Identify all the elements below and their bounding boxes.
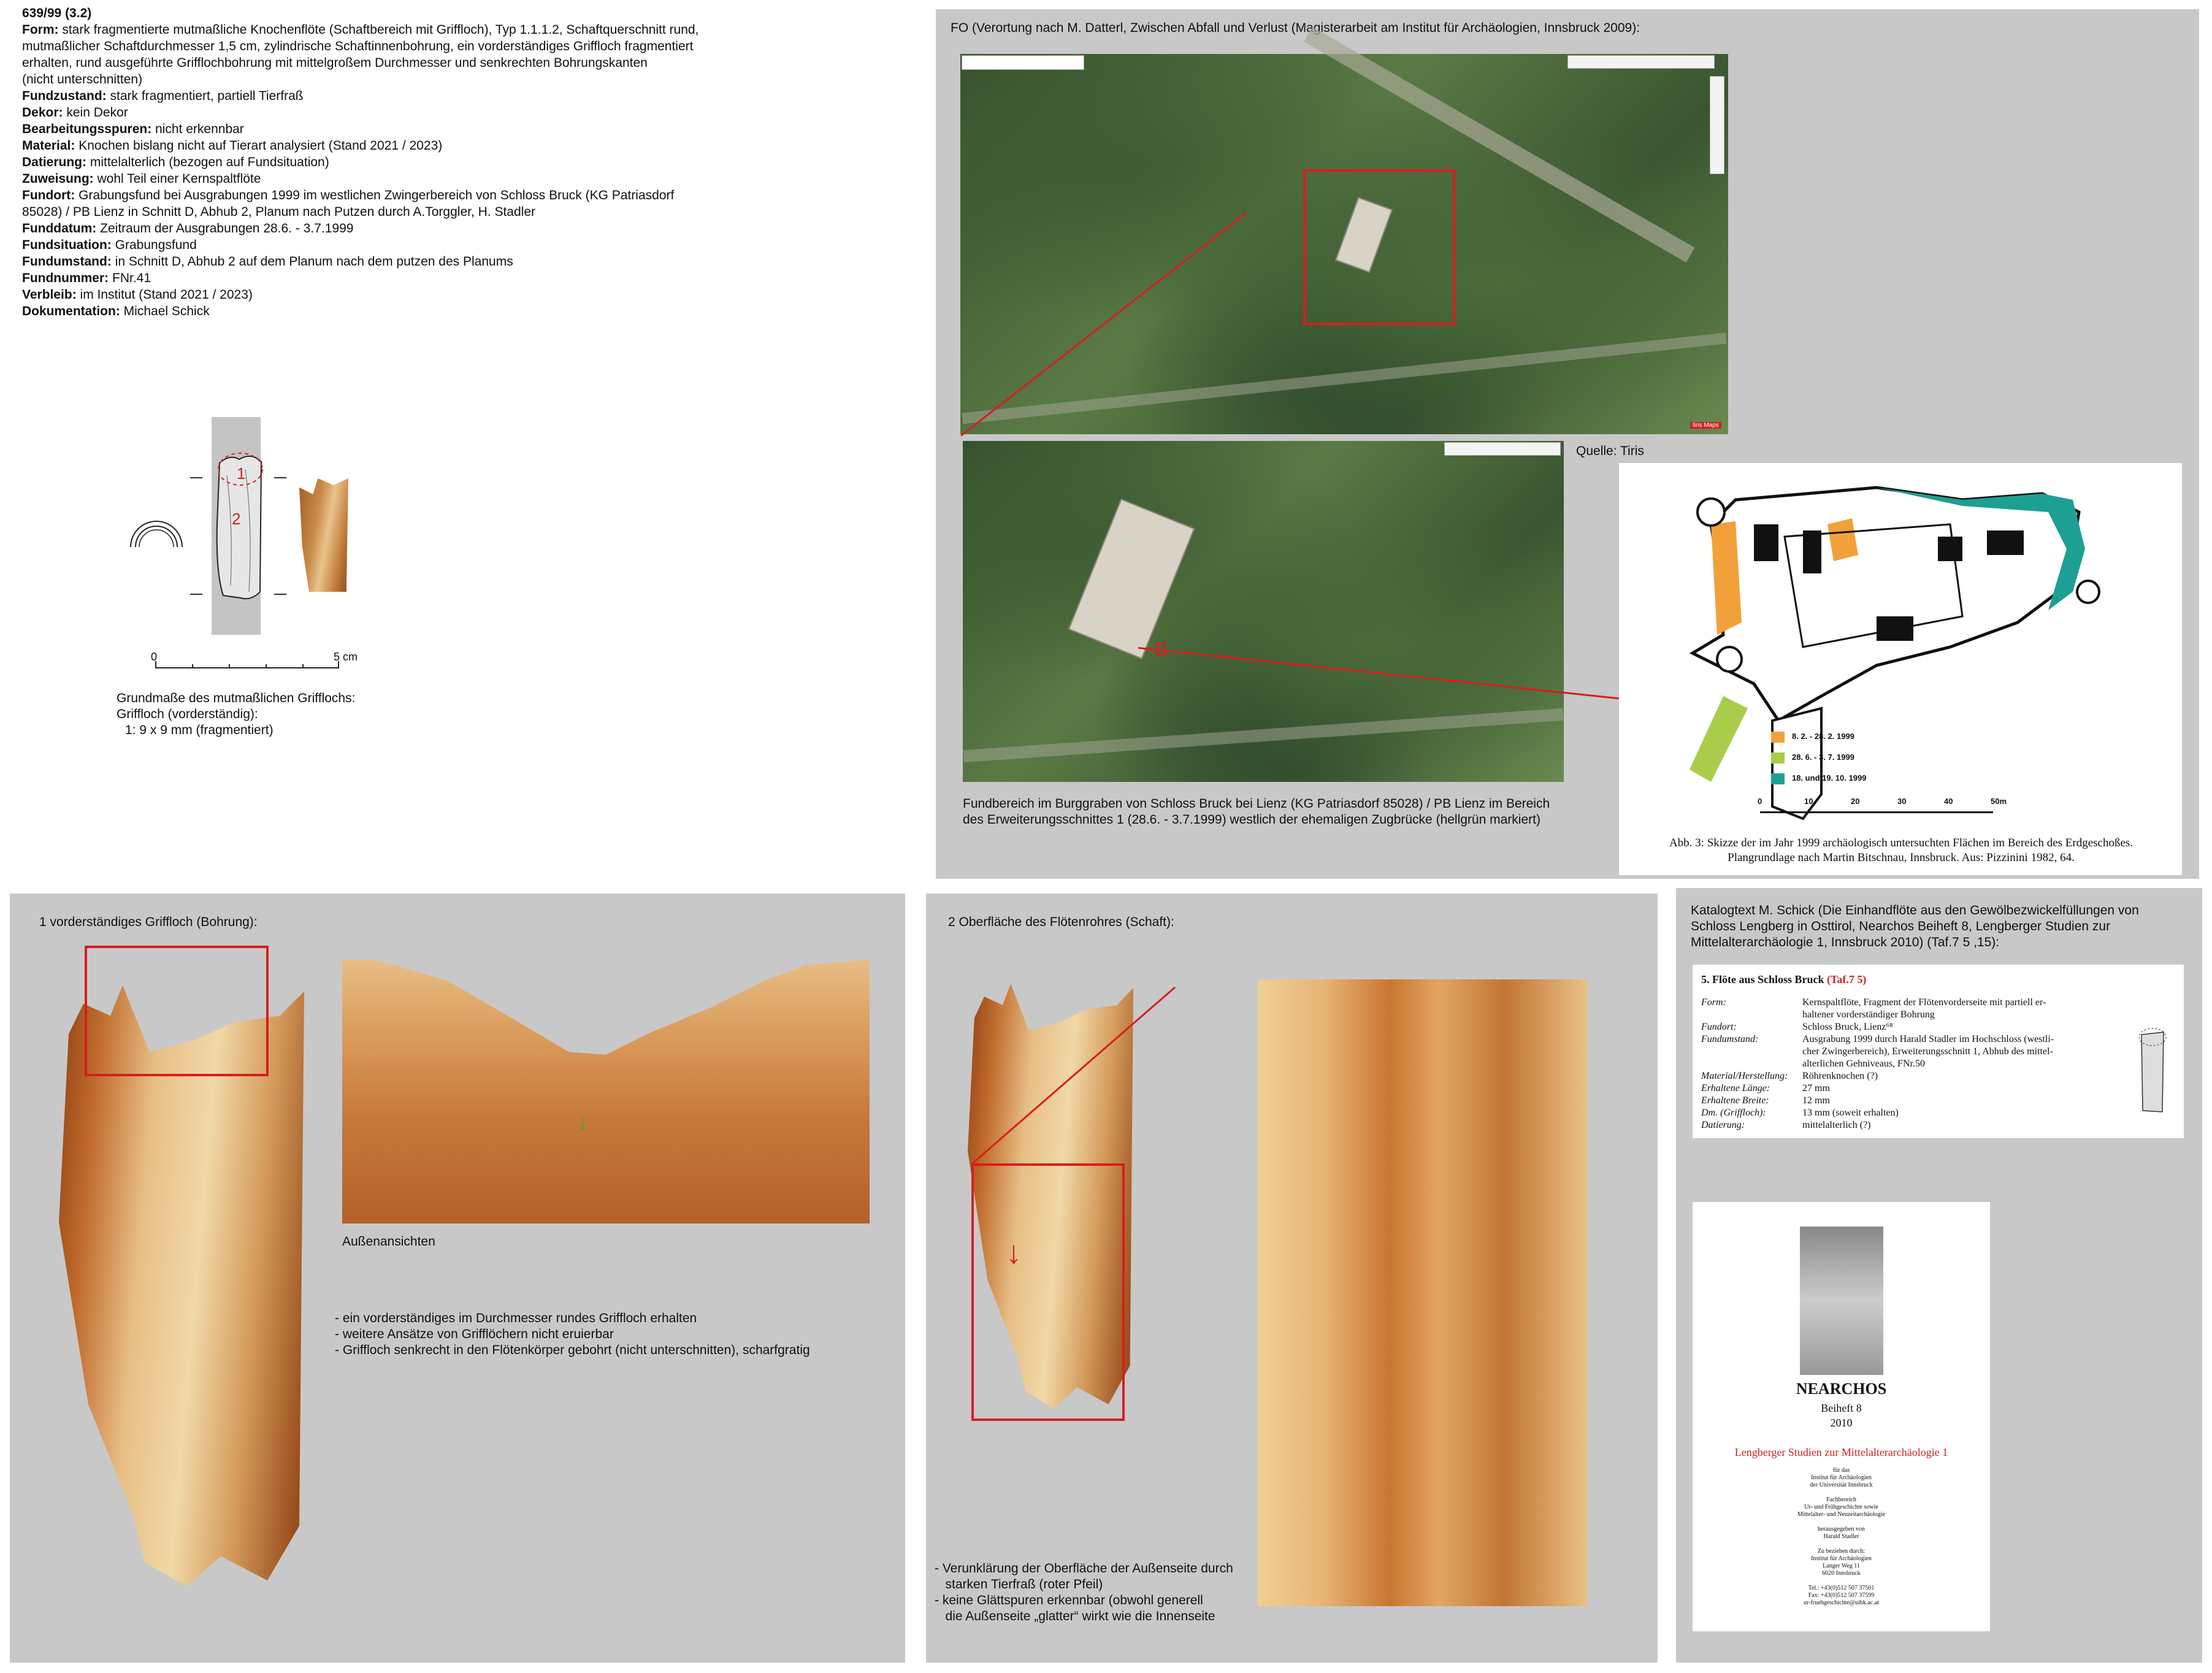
entry-value [1802, 1095, 1830, 1107]
field-label: Dokumentation: [22, 304, 120, 318]
entry-field [1701, 997, 2094, 1021]
field-value: stark fragmentiert, partiell Tierfraß [110, 89, 304, 103]
legend-swatch [1771, 773, 1785, 784]
aerial-map-overview[interactable] [960, 54, 1728, 434]
fo-title: FO (Verortung nach M. Datterl, Zwischen Abfall und Verlust (Magisterarbeit am Institut für Archäologien, Innsbruck 2009): [951, 21, 1640, 35]
dash [190, 594, 202, 595]
plan-scale-label: 10 [1804, 797, 1813, 806]
entry-value [1802, 1033, 2054, 1070]
field-value: im Institut (Stand 2021 / 2023) [80, 288, 253, 302]
plan-scale-label: 0 [1758, 797, 1762, 806]
catalog-field [22, 220, 832, 237]
catalog-field [22, 187, 832, 204]
catalog-field [22, 55, 832, 71]
field-label: Fundumstand: [22, 255, 112, 269]
field-value: nicht erkennbar [155, 122, 244, 136]
bone-closeup-hole [342, 960, 870, 1223]
bone-closeup-surface [1258, 979, 1587, 1606]
plan-scale-label: 30 [1897, 797, 1907, 806]
flute-thumbnail [2134, 1026, 2171, 1118]
field-label: Verbleib: [22, 288, 77, 302]
title-line: Katalogtext M. Schick (Die Einhandflöte aus den Gewölbezwickelfüllungen von [1691, 903, 2139, 917]
catalog-field [22, 21, 832, 38]
imprint-line [1693, 1518, 1990, 1526]
cover-image [1800, 1227, 1883, 1375]
griffloch-title: 1 vorderständiges Griffloch (Bohrung): [39, 915, 258, 929]
imprint-line: Ur- und Frühgeschichte sowie [1804, 1504, 1878, 1510]
map-search-input[interactable] [962, 55, 1084, 70]
catalog-field [22, 154, 832, 170]
imprint-line: herausgegeben von [1818, 1526, 1865, 1533]
field-label: Material: [22, 139, 75, 153]
entry-title [1701, 973, 1866, 986]
entry-ref: (Taf.7 5) [1827, 973, 1867, 986]
catalog-panel [1676, 888, 2202, 1663]
field-label: Fundort: [22, 188, 75, 202]
entry-value [1802, 1021, 1893, 1033]
note-line: starken Tierfraß (roter Pfeil) [935, 1577, 1103, 1591]
imprint-line: Institut für Archäologien [1811, 1474, 1872, 1481]
mark-1: 1 [237, 464, 246, 483]
caption-line: des Erweiterungsschnittes 1 (28.6. - 3.7.1999) westlich der ehemaligen Zugbrücke (hellgrün markiert) [963, 813, 1540, 827]
imprint-line: Fachbereich [1826, 1496, 1856, 1503]
fo-panel [936, 9, 2199, 879]
catalog-field [22, 170, 832, 187]
entry-key: Form: [1701, 997, 1726, 1008]
title-line: Mittelalterarchäologie 1, Innsbruck 2010) (Taf.7 5 ,15): [1691, 935, 2000, 949]
legend-swatch [1771, 732, 1785, 743]
caption-line: Fundbereich im Burggraben von Schloss Bruck bei Lienz (KG Patriasdorf 85028) / PB Lienz im Bereich [963, 797, 1550, 811]
field-label: Fundsituation: [22, 238, 112, 252]
note-line: - weitere Ansätze von Grifflöchern nicht eruierbar [335, 1327, 614, 1341]
caption-line: 1: 9 x 9 mm (fragmentiert) [125, 723, 274, 737]
outer-views-label: Außenansichten [342, 1235, 435, 1249]
caption-line: Plangrundlage nach Martin Bitschnau, Innsbruck. Aus: Pizzinini 1982, 64. [1728, 851, 2075, 864]
legend-label: 28. 6. - 3. 7. 1999 [1792, 752, 1854, 762]
caption-line: Griffloch (vorderständig): [117, 707, 258, 721]
green-arrow-icon: ↓ [577, 1109, 588, 1135]
castle-building [1068, 499, 1195, 659]
plan-scale-label: 40 [1944, 797, 1953, 806]
scale-tick [302, 664, 304, 668]
entry-fields [1701, 997, 2094, 1131]
field-value: Grabungsfund [115, 238, 197, 252]
source-label: Quelle: Tiris [1576, 444, 1644, 458]
plan-scale-label: 20 [1851, 797, 1860, 806]
entry-value-line: Kernspaltflöte, Fragment der Flötenvorderseite mit partiell er- [1802, 997, 2046, 1008]
mark-2: 2 [232, 510, 241, 528]
caption-line: Grundmaße des mutmaßlichen Grifflochs: [117, 691, 356, 705]
red-arrow-icon: ↓ [1006, 1235, 1022, 1271]
aerial-map-detail[interactable] [963, 441, 1564, 782]
entry-key: Fundort: [1701, 1022, 1737, 1032]
catalog-field [22, 137, 832, 154]
field-value: (nicht unterschnitten) [22, 72, 143, 86]
imprint-line: Langer Weg 11 [1823, 1563, 1860, 1569]
map-brand: tiris Maps [1690, 422, 1721, 429]
field-value: wohl Teil einer Kernspaltflöte [97, 172, 261, 186]
entry-field [1701, 1070, 2094, 1082]
field-label: Datierung: [22, 155, 86, 169]
scale-tick [266, 664, 267, 668]
entry-value-line: Ausgrabung 1999 durch Harald Stadler im Hochschloss (westli- [1802, 1034, 2054, 1044]
scale-bar [155, 667, 339, 668]
catalog-field [22, 88, 832, 104]
zoom-box [971, 1163, 1125, 1421]
dash [274, 477, 286, 478]
griffloch-notes [335, 1311, 810, 1358]
book-sub2: 2010 [1830, 1417, 1853, 1429]
catalog-header [22, 5, 832, 320]
surface-title: 2 Oberfläche des Flötenrohres (Schaft): [948, 915, 1174, 929]
legend-swatch [1771, 752, 1785, 764]
catalog-fields [22, 21, 832, 320]
imprint-line: Zu beziehen durch: [1817, 1548, 1866, 1555]
field-label: Funddatum: [22, 221, 97, 235]
field-value: mutmaßlicher Schaftdurchmesser 1,5 cm, zylindrische Schaftinnenbohrung, ein vorderständiges Griffloch fragmentiert [22, 39, 694, 53]
entry-key: Datierung: [1701, 1120, 1745, 1130]
entry-value-line: Schloss Bruck, Lienz⁶⁸ [1802, 1022, 1893, 1032]
entry-field [1701, 1033, 2094, 1070]
field-label: Fundzustand: [22, 89, 107, 103]
map-toolbar[interactable] [1567, 55, 1715, 69]
field-value: in Schnitt D, Abhub 2 auf dem Planum nach dem putzen des Planums [115, 255, 513, 269]
castle-plan [1619, 463, 2182, 875]
griffloch-panel [10, 894, 905, 1663]
plan-scale-label: 50m [1991, 797, 2007, 806]
field-label: Fundnummer: [22, 271, 109, 285]
imprint-line: Tel.: +43(0)512 507 37501 [1808, 1585, 1875, 1591]
note-line: - Verunklärung der Oberfläche der Außenseite durch [935, 1561, 1233, 1575]
entry-value-line: alterlichen Gehniveaus, FNr.50 [1802, 1059, 1925, 1069]
caption-line: Abb. 3: Skizze der im Jahr 1999 archäologisch untersuchten Flächen im Bereich des Erdgeschoßes. [1669, 836, 2134, 849]
bone-outline-drawing [209, 451, 270, 610]
bone-photo-small [299, 478, 348, 592]
find-id: 639/99 (3.2) [22, 6, 92, 20]
catalog-title [1691, 903, 2139, 951]
entry-value-line: 27 mm [1802, 1083, 1830, 1093]
note-line: - Griffloch senkrecht in den Flötenkörper gebohrt (nicht unterschnitten), scharfgratig [335, 1343, 810, 1357]
surface-panel [926, 894, 1658, 1663]
imprint-line: Mittelalter- und Neuzeitarchäologie [1797, 1511, 1886, 1518]
surface-notes [935, 1561, 1233, 1625]
title-line: Schloss Lengberg in Osttirol, Nearchos Beiheft 8, Lengberger Studien zur [1691, 919, 2111, 933]
entry-value [1802, 1070, 1878, 1082]
book-title: NEARCHOS [1796, 1380, 1887, 1398]
entry-field [1701, 1082, 2094, 1095]
field-value: stark fragmentierte mutmaßliche Knochenflöte (Schaftbereich mit Griffloch), Typ 1.1.1.2, Schaftquerschnitt rund, [62, 23, 699, 37]
catalog-field [22, 104, 832, 121]
field-value: Knochen bislang nicht auf Tierart analysiert (Stand 2021 / 2023) [78, 139, 443, 153]
field-value: Michael Schick [123, 304, 210, 318]
legend-label: 18. und 19. 10. 1999 [1792, 773, 1867, 783]
map-toolbar[interactable] [1444, 442, 1561, 456]
entry-value [1802, 1082, 1830, 1095]
catalog-field [22, 270, 832, 286]
imprint-line: Harald Stadler [1823, 1533, 1859, 1540]
entry-key: Erhaltene Länge: [1701, 1083, 1770, 1093]
catalog-field [22, 38, 832, 55]
map-side-toolbar[interactable] [1710, 76, 1724, 174]
entry-key: Dm. (Griffloch): [1701, 1108, 1766, 1118]
entry-field [1701, 1107, 2094, 1119]
field-value: FNr.41 [112, 271, 151, 285]
book-imprint [1693, 1467, 1990, 1607]
field-value: kein Dekor [66, 105, 128, 120]
field-value: 85028) / PB Lienz in Schnitt D, Abhub 2, Planum nach Putzen durch A.Torggler, H. Stadler [22, 205, 535, 219]
entry-field [1701, 1095, 2094, 1107]
scale-tick [229, 664, 230, 668]
entry-key: Fundumstand: [1701, 1034, 1759, 1044]
entry-key: Material/Herstellung: [1701, 1071, 1788, 1081]
drawing-caption [117, 691, 355, 738]
imprint-line: Institut für Archäologien [1811, 1555, 1872, 1562]
field-value: erhalten, rund ausgeführte Grifflochbohrung mit mittelgroßem Durchmesser und senkrechten Bohrungskanten [22, 56, 648, 70]
imprint-line [1693, 1541, 1990, 1548]
entry-value-line: 12 mm [1802, 1095, 1830, 1106]
scale-tick [192, 664, 193, 668]
scale-end: 5 cm [334, 651, 358, 663]
entry-key: Erhaltene Breite: [1701, 1095, 1769, 1106]
entry-value [1802, 1119, 1871, 1131]
catalog-field [22, 253, 832, 270]
castle-plan-drawing [1619, 463, 2182, 843]
entry-value-line: haltener vorderständiger Bohrung [1802, 1009, 1935, 1020]
entry-value-line: cher Zwingerbereich), Erweiterungsschnitt 1, Abhub des mittel- [1802, 1046, 2053, 1057]
catalog-field [22, 71, 832, 88]
cross-section-drawing [126, 509, 187, 552]
plan-caption [1625, 836, 2177, 865]
zoom-box [85, 946, 269, 1076]
field-value: mittelalterlich (bezogen auf Fundsituation) [90, 155, 329, 169]
legend-label: 8. 2. - 28. 2. 1999 [1792, 732, 1854, 741]
entry-value-line: mittelalterlich (?) [1802, 1120, 1871, 1130]
entry-field [1701, 1021, 2094, 1033]
entry-field [1701, 1119, 2094, 1131]
imprint-line: Fax: +43(0)512 507 37599 [1808, 1592, 1875, 1599]
imprint-line [1693, 1577, 1990, 1585]
highlight-box [1303, 169, 1455, 325]
imprint-line: der Universität Innsbruck [1810, 1482, 1873, 1488]
catalog-field [22, 286, 832, 303]
book-series: Lengberger Studien zur Mittelalterarchäologie 1 [1734, 1446, 1948, 1458]
field-label: Dekor: [22, 105, 63, 120]
entry-value [1802, 1107, 1899, 1119]
field-label: Zuweisung: [22, 172, 94, 186]
scale-start: 0 [151, 651, 158, 663]
catalog-field [22, 121, 832, 137]
catalog-entry [1693, 965, 2184, 1138]
catalog-field [22, 237, 832, 253]
imprint-line: ur-fruehgeschichte@uibk.ac.at [1804, 1599, 1879, 1606]
imprint-line: 6020 Innsbruck [1822, 1570, 1861, 1577]
entry-value [1802, 997, 2046, 1021]
book-sub1: Beiheft 8 [1821, 1402, 1862, 1414]
note-line: die Außenseite „glatter“ wirkt wie die Innenseite [935, 1609, 1215, 1623]
entry-value-line: 13 mm (soweit erhalten) [1802, 1108, 1899, 1118]
note-line: - ein vorderständiges im Durchmesser rundes Griffloch erhalten [335, 1311, 697, 1325]
field-value: Zeitraum der Ausgrabungen 28.6. - 3.7.1999 [100, 221, 354, 235]
catalog-field [22, 204, 832, 220]
dash [274, 594, 286, 595]
field-label: Form: [22, 23, 59, 37]
catalog-field [22, 303, 832, 320]
entry-value-line: Röhrenknochen (?) [1802, 1071, 1878, 1081]
field-label: Bearbeitungsspuren: [22, 122, 152, 136]
dash [190, 477, 202, 478]
plan-scale-bar [1760, 811, 1993, 813]
imprint-line [1693, 1489, 1990, 1496]
book-cover [1693, 1202, 1990, 1631]
field-value: Grabungsfund bei Ausgrabungen 1999 im westlichen Zwingerbereich von Schloss Bruck (KG Patriasdorf [78, 188, 675, 202]
entry-title-text: 5. Flöte aus Schloss Bruck [1701, 973, 1824, 986]
fo-caption [963, 796, 1550, 828]
road [963, 708, 1563, 762]
note-line: - keine Glättspuren erkennbar (obwohl generell [935, 1593, 1203, 1607]
imprint-line: für das [1832, 1467, 1850, 1474]
